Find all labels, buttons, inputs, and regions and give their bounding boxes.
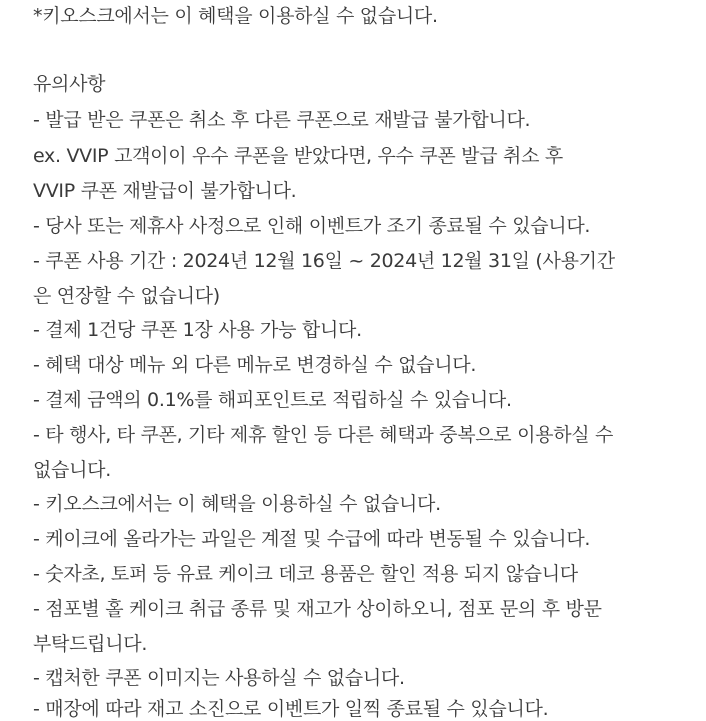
notice-line: - 발급 받은 쿠폰은 취소 후 다른 쿠폰으로 재발급 불가합니다.: [33, 109, 531, 131]
notice-line: - 키오스크에서는 이 혜택을 이용하실 수 없습니다.: [33, 493, 441, 515]
notice-line: 없습니다.: [33, 459, 111, 481]
notice-line: 부탁드립니다.: [33, 633, 148, 655]
notice-line: - 혜택 대상 메뉴 외 다른 메뉴로 변경하실 수 없습니다.: [33, 354, 477, 376]
notice-line: - 숫자초, 토퍼 등 유료 케이크 데코 용품은 할인 적용 되지 않습니다: [33, 563, 578, 585]
notice-line: VVIP 쿠폰 재발급이 불가합니다.: [33, 180, 297, 202]
notice-line: - 케이크에 올라가는 과일은 계절 및 수급에 따라 변동될 수 있습니다.: [33, 528, 591, 550]
notice-line: - 타 행사, 타 쿠폰, 기타 제휴 할인 등 다른 혜택과 중복으로 이용하실 수: [33, 424, 614, 446]
notice-line: - 매장에 따라 재고 소진으로 이벤트가 일찍 종료될 수 있습니다.: [33, 698, 549, 720]
notice-line: - 결제 금액의 0.1%를 해피포인트로 적립하실 수 있습니다.: [33, 389, 512, 411]
notice-heading: 유의사항: [33, 73, 106, 95]
kiosk-note: *키오스크에서는 이 혜택을 이용하실 수 없습니다.: [33, 5, 438, 27]
notice-line: - 쿠폰 사용 기간 : 2024년 12월 16일 ~ 2024년 12월 31일 (사용기간: [33, 250, 615, 272]
notice-line: - 점포별 홀 케이크 취급 종류 및 재고가 상이하오니, 점포 문의 후 방문: [33, 598, 602, 620]
notice-line: ex. VVIP 고객이이 우수 쿠폰을 받았다면, 우수 쿠폰 발급 취소 후: [33, 145, 563, 167]
notice-line: 은 연장할 수 없습니다): [33, 285, 220, 307]
notice-line: - 당사 또는 제휴사 사정으로 인해 이벤트가 조기 종료될 수 있습니다.: [33, 215, 591, 237]
notice-line: - 결제 1건당 쿠폰 1장 사용 가능 합니다.: [33, 319, 362, 341]
notice-line: - 캡처한 쿠폰 이미지는 사용하실 수 없습니다.: [33, 667, 405, 689]
